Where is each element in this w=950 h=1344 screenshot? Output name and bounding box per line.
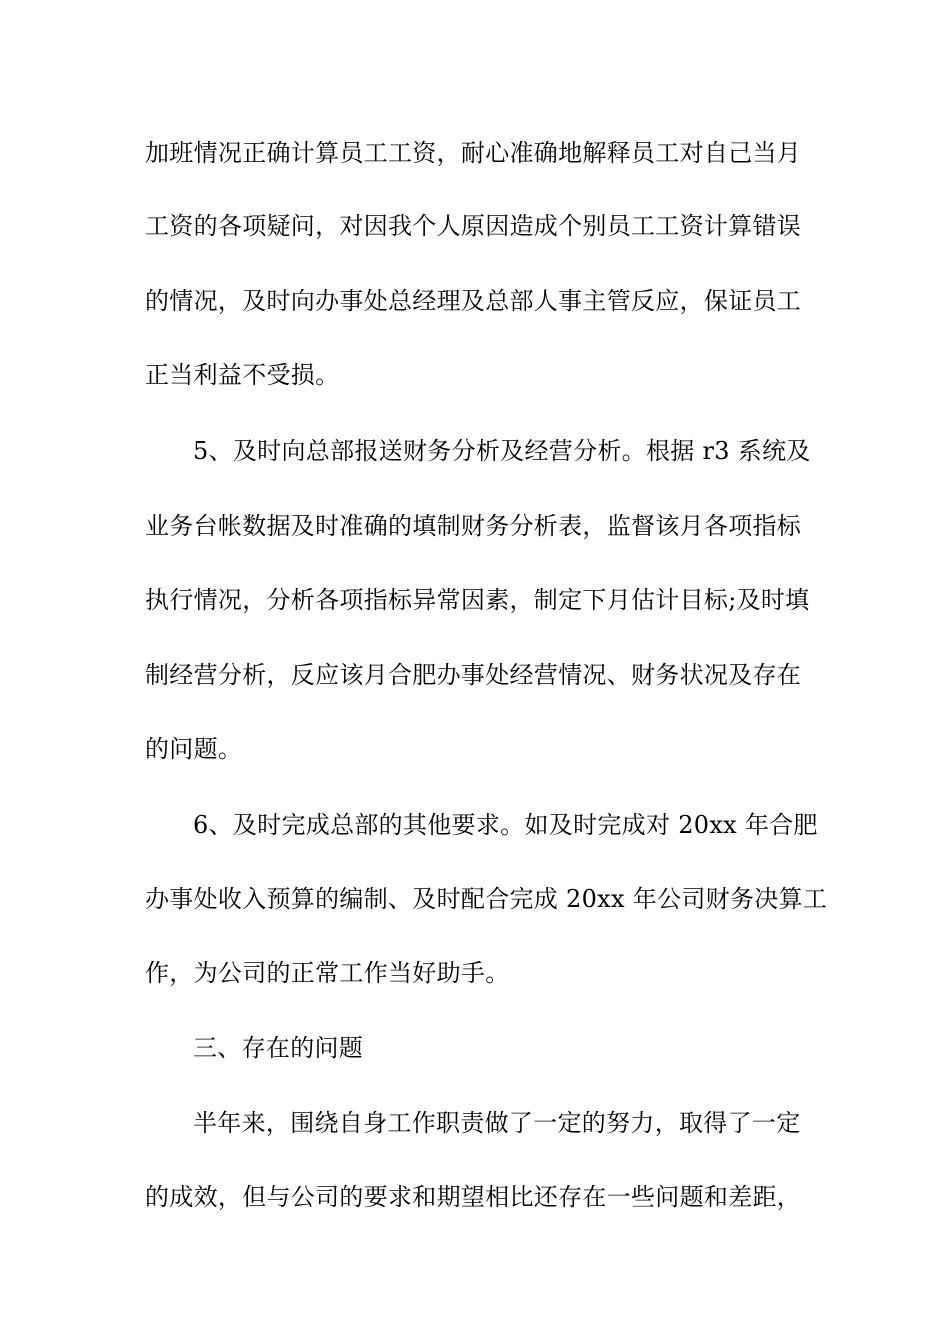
paragraph-6-first-line: 6、及时完成总部的其他要求。如及时完成对 20xx 年合肥 — [193, 811, 818, 839]
text-line: 的情况，及时向办事处总经理及总部人事主管反应，保证员工 — [145, 287, 802, 315]
text-line: 工资的各项疑问，对因我个人原因造成个别员工工资计算错误 — [145, 212, 802, 240]
paragraph-5-first-line: 5、及时向总部报送财务分析及经营分析。根据 r3 系统及 — [193, 437, 811, 465]
text-line: 办事处收入预算的编制、及时配合完成 20xx 年公司财务决算工 — [145, 885, 828, 913]
text-line: 的问题。 — [145, 735, 243, 763]
text-line: 作，为公司的正常工作当好助手。 — [145, 959, 510, 987]
text-line: 加班情况正确计算员工工资，耐心准确地解释员工对自己当月 — [145, 139, 802, 167]
text-line: 执行情况，分析各项指标异常因素，制定下月估计目标;及时填 — [145, 586, 810, 614]
section-heading: 三、存在的问题 — [193, 1034, 364, 1062]
text-line: 正当利益不受损。 — [145, 361, 340, 389]
text-line: 的成效，但与公司的要求和期望相比还存在一些问题和差距， — [145, 1183, 802, 1211]
paragraph-first-line: 半年来，围绕自身工作职责做了一定的努力，取得了一定 — [193, 1109, 801, 1137]
text-line: 业务台帐数据及时准确的填制财务分析表，监督该月各项指标 — [145, 512, 802, 540]
text-line: 制经营分析，反应该月合肥办事处经营情况、财务状况及存在 — [145, 661, 802, 689]
